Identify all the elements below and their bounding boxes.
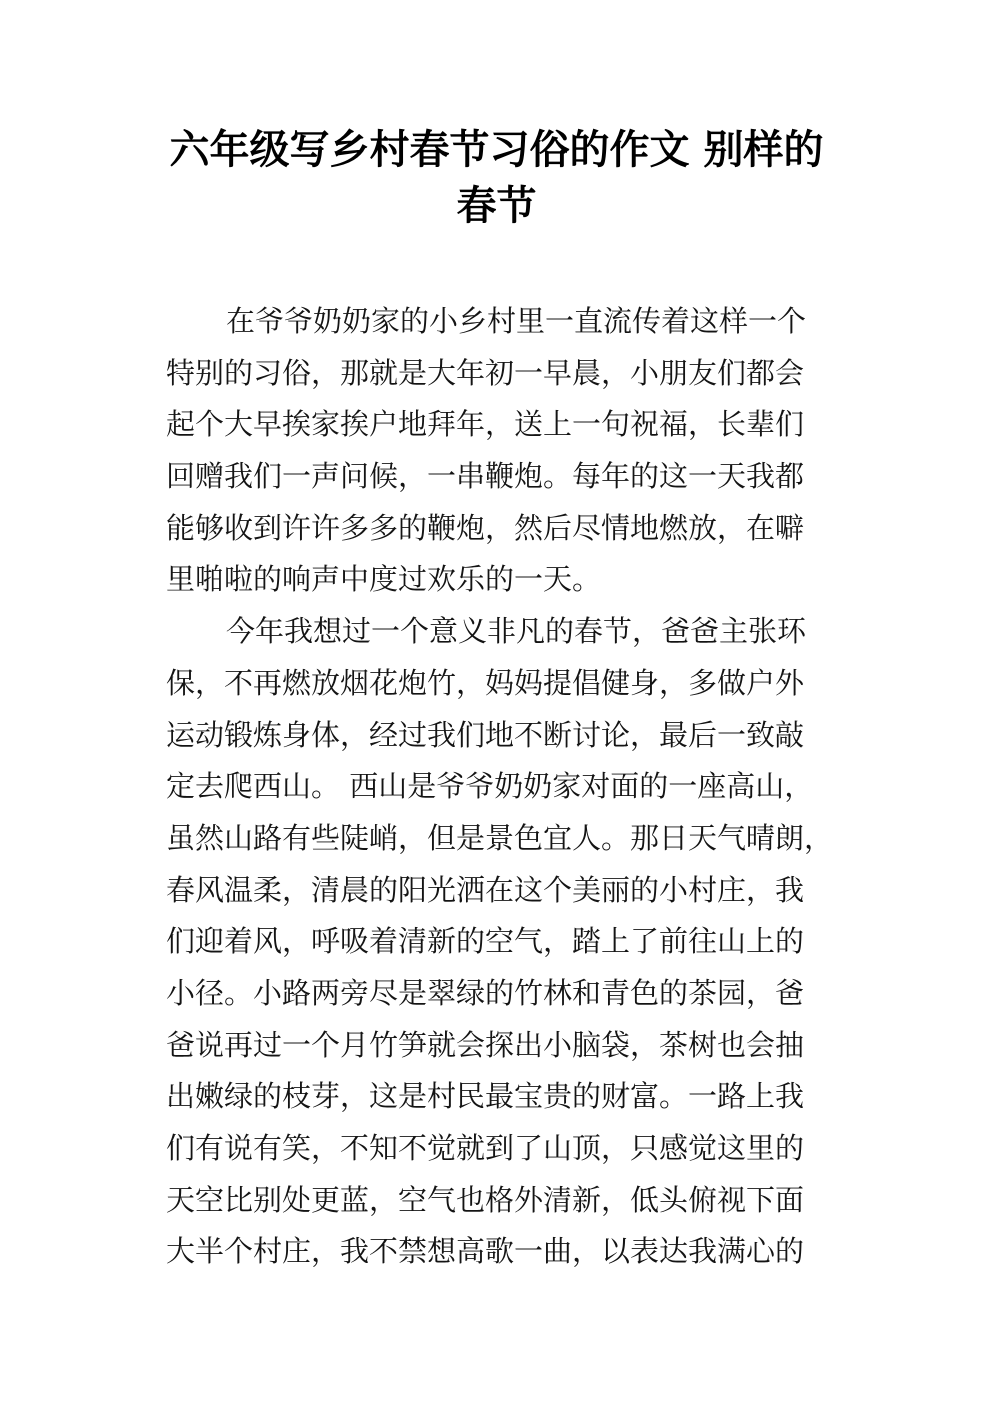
- document-title: [150, 122, 843, 234]
- text-line: 里啪啦的响声中度过欢乐的一天。: [166, 562, 602, 597]
- paragraph-2: [166, 606, 846, 1278]
- text-line: 定去爬西山。 西山是爷爷奶奶家对面的一座高山，: [166, 769, 814, 804]
- text-line: 今年我想过一个意义非凡的春节，爸爸主张环: [226, 614, 807, 649]
- text-line: 们迎着风，呼吸着清新的空气，踏上了前往山上的: [166, 924, 805, 959]
- text-line: 们有说有笑，不知不觉就到了山顶，只感觉这里的: [166, 1131, 805, 1165]
- text-line: 起个大早挨家挨户地拜年，送上一句祝福，长辈们: [166, 407, 805, 442]
- text-line: 大半个村庄，我不禁想高歌一曲，以表达我满心的: [166, 1234, 805, 1269]
- text-line: 春风温柔，清晨的阳光洒在这个美丽的小村庄，我: [166, 872, 805, 907]
- title-line-1: 六年级写乡村春节习俗的作文 别样的: [169, 127, 824, 173]
- paragraph-1: [166, 296, 846, 606]
- text-line: 在爷爷奶奶家的小乡村里一直流传着这样一个: [226, 304, 807, 338]
- text-line: 能够收到许许多多的鞭炮，然后尽情地燃放，在噼: [166, 510, 805, 545]
- text-line: 特别的习俗，那就是大年初一早晨，小朋友们都会: [166, 355, 805, 390]
- text-line: 虽然山路有些陡峭，但是景色宜人。那日天气晴朗，: [166, 820, 834, 855]
- text-line: 小径。小路两旁尽是翠绿的竹林和青色的茶园，爸: [166, 975, 805, 1010]
- text-line: 运动锻炼身体，经过我们地不断讨论，最后一致敲: [166, 717, 805, 752]
- text-line: 保，不再燃放烟花炮竹，妈妈提倡健身，多做户外: [166, 665, 805, 700]
- text-line: 爸说再过一个月竹笋就会探出小脑袋，茶树也会抽: [166, 1027, 805, 1062]
- text-line: 回赠我们一声问候，一串鞭炮。每年的这一天我都: [166, 459, 805, 494]
- text-line: 出嫩绿的枝芽，这是村民最宝贵的财富。一路上我: [166, 1079, 805, 1114]
- text-line: 天空比别处更蓝，空气也格外清新，低头俯视下面: [166, 1182, 805, 1217]
- title-line-2: 春节: [456, 183, 537, 229]
- document-body: [166, 296, 846, 1278]
